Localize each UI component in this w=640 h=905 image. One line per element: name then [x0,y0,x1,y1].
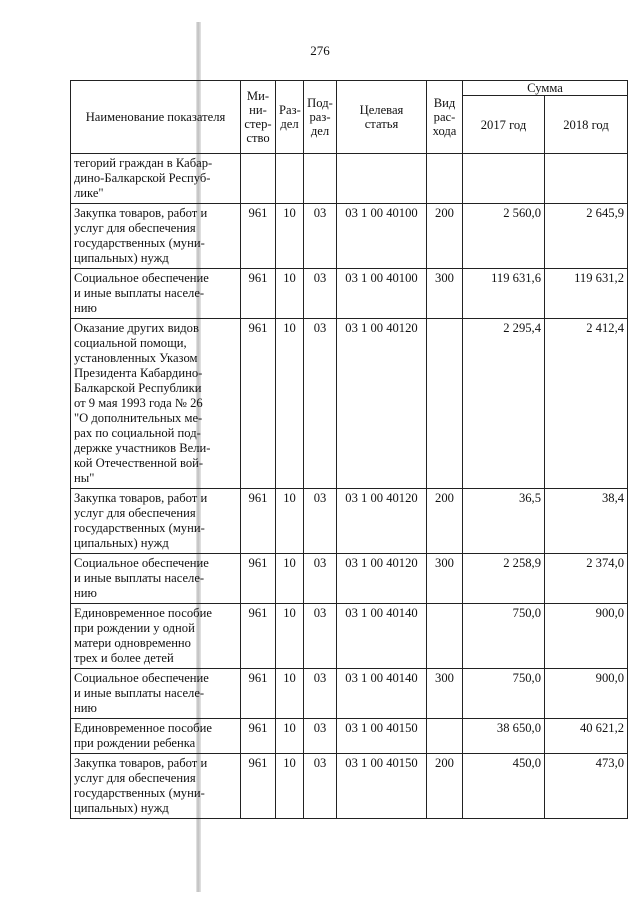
header-ministry: Ми- ни- стер- ство [241,81,276,154]
row-subsection: 03 [304,554,337,604]
table-row [71,754,628,819]
row-sum-2017: 750,0 [463,669,545,719]
row-sum-2017: 450,0 [463,754,545,819]
row-sum-2018: 119 631,2 [545,269,628,319]
row-sum-2018: 2 412,4 [545,319,628,489]
row-ministry: 961 [241,204,276,269]
row-sum-2017: 750,0 [463,604,545,669]
row-sum-2018: 2 374,0 [545,554,628,604]
row-subsection: 03 [304,754,337,819]
row-section: 10 [276,604,304,669]
row-expense [427,719,463,754]
table-row [71,554,628,604]
row-expense: 200 [427,754,463,819]
row-name: Оказание других видов социальной помощи, установленных Указом Президента Кабардино- Балкарской Республики от 9 мая 1993 года № 26 "О дополнительных ме- рах по социальной под- держке участников Вели- кой Отечественной вой- ны" [71,319,241,489]
row-sum-2017: 119 631,6 [463,269,545,319]
row-ministry: 961 [241,754,276,819]
header-year-2018: 2018 год [545,96,628,154]
table-row [71,154,628,204]
row-expense: 300 [427,554,463,604]
row-expense: 200 [427,489,463,554]
row-sum-2017: 2 258,9 [463,554,545,604]
row-name: Социальное обеспечение и иные выплаты населе- нию [71,269,241,319]
row-name: Единовременное пособие при рождении у одной матери одновременно трех и более детей [71,604,241,669]
row-subsection: 03 [304,204,337,269]
row-name: Закупка товаров, работ и услуг для обеспечения государственных (муни- ципальных) нужд [71,204,241,269]
table-row [71,719,628,754]
row-ministry: 961 [241,669,276,719]
header-row [71,81,628,96]
row-name: Социальное обеспечение и иные выплаты населе- нию [71,669,241,719]
page-number: 276 [310,43,330,58]
budget-table [70,80,628,819]
row-ministry: 961 [241,269,276,319]
row-section: 10 [276,319,304,489]
row-target: 03 1 00 40120 [337,489,427,554]
row-sum-2017: 38 650,0 [463,719,545,754]
row-name: тегорий граждан в Кабар- дино-Балкарской Респуб- лике" [71,154,241,204]
row-subsection: 03 [304,604,337,669]
row-ministry: 961 [241,719,276,754]
row-target: 03 1 00 40150 [337,754,427,819]
row-sum-2018: 473,0 [545,754,628,819]
table-row [71,489,628,554]
row-expense: 300 [427,269,463,319]
row-ministry: 961 [241,604,276,669]
row-expense [427,604,463,669]
row-target: 03 1 00 40100 [337,269,427,319]
table-row [71,204,628,269]
row-sum-2017: 36,5 [463,489,545,554]
row-sum-2018 [545,154,628,204]
row-ministry: 961 [241,319,276,489]
row-ministry [241,154,276,204]
row-sum-2018: 900,0 [545,669,628,719]
header-year-2017: 2017 год [463,96,545,154]
table-body [71,154,628,819]
row-target: 03 1 00 40120 [337,554,427,604]
row-subsection: 03 [304,719,337,754]
row-name: Закупка товаров, работ и услуг для обеспечения государственных (муни- ципальных) нужд [71,754,241,819]
row-section: 10 [276,269,304,319]
row-target [337,154,427,204]
row-name: Закупка товаров, работ и услуг для обеспечения государственных (муни- ципальных) нужд [71,489,241,554]
row-sum-2018: 900,0 [545,604,628,669]
row-expense: 300 [427,669,463,719]
row-subsection [304,154,337,204]
row-subsection: 03 [304,269,337,319]
row-ministry: 961 [241,554,276,604]
row-expense [427,154,463,204]
row-expense: 200 [427,204,463,269]
row-name: Социальное обеспечение и иные выплаты населе- нию [71,554,241,604]
row-subsection: 03 [304,319,337,489]
row-ministry: 961 [241,489,276,554]
row-target: 03 1 00 40140 [337,669,427,719]
row-section: 10 [276,204,304,269]
row-target: 03 1 00 40140 [337,604,427,669]
header-name: Наименование показателя [71,81,241,154]
row-sum-2017 [463,154,545,204]
row-target: 03 1 00 40150 [337,719,427,754]
header-target: Целевая статья [337,81,427,154]
header-sum: Сумма [463,81,628,96]
row-section: 10 [276,489,304,554]
row-sum-2017: 2 295,4 [463,319,545,489]
header-section: Раз- дел [276,81,304,154]
header-subsection: Под- раз- дел [304,81,337,154]
row-section: 10 [276,669,304,719]
row-section [276,154,304,204]
table-row [71,669,628,719]
row-target: 03 1 00 40100 [337,204,427,269]
row-name: Единовременное пособие при рождении ребенка [71,719,241,754]
row-section: 10 [276,719,304,754]
row-subsection: 03 [304,669,337,719]
table-row [71,604,628,669]
header-expense: Вид рас- хода [427,81,463,154]
row-section: 10 [276,754,304,819]
table-row [71,319,628,489]
row-subsection: 03 [304,489,337,554]
row-expense [427,319,463,489]
row-sum-2018: 40 621,2 [545,719,628,754]
table-row [71,269,628,319]
row-sum-2018: 38,4 [545,489,628,554]
row-target: 03 1 00 40120 [337,319,427,489]
row-sum-2018: 2 645,9 [545,204,628,269]
row-sum-2017: 2 560,0 [463,204,545,269]
row-section: 10 [276,554,304,604]
